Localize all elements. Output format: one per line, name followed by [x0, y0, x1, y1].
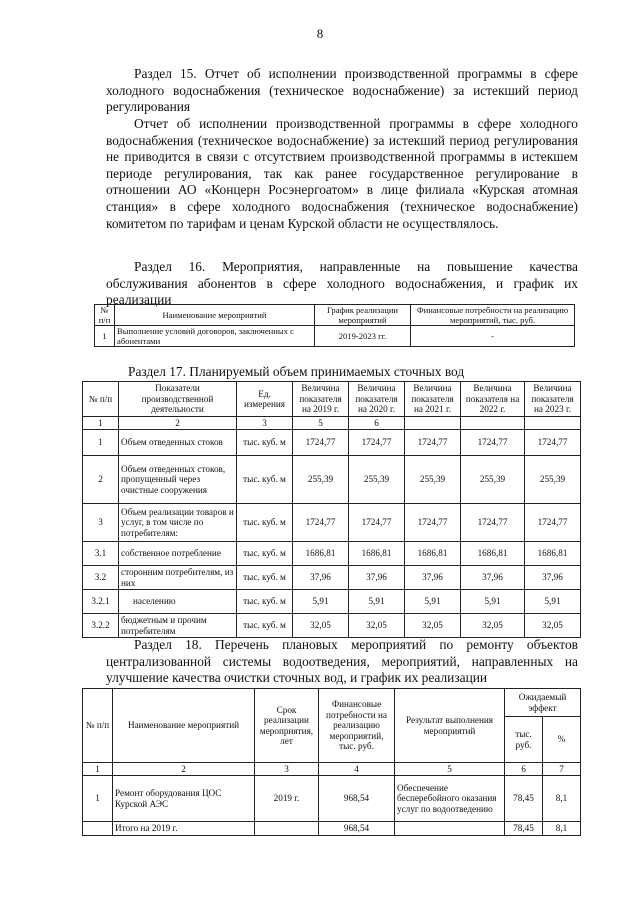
col-header: Показатели производственной деятельности: [119, 382, 237, 417]
col-number: 6: [505, 763, 543, 776]
cell: 2019 г.: [255, 776, 319, 822]
cell: 5,91: [293, 590, 349, 614]
cell: собственное потребление: [119, 542, 237, 566]
col-number: 3: [237, 417, 293, 430]
table-row: [83, 566, 581, 590]
cell: Объем реализации товаров и услуг, в том числе по потребителям:: [119, 504, 237, 542]
cell: 5,91: [525, 590, 581, 614]
cell: 1724,77: [349, 430, 405, 456]
cell: 1724,77: [525, 504, 581, 542]
cell: 1724,77: [525, 430, 581, 456]
cell: 78,45: [505, 776, 543, 822]
cell: 8,1: [543, 776, 581, 822]
cell: 255,39: [461, 456, 525, 504]
cell: 32,05: [461, 614, 525, 638]
cell: 32,05: [349, 614, 405, 638]
cell: 1: [83, 430, 119, 456]
table-row: [83, 590, 581, 614]
cell: 37,96: [405, 566, 461, 590]
col-header: Срок реализации мероприятия, лет: [255, 689, 319, 763]
cell: 1724,77: [461, 504, 525, 542]
table-header-row: [95, 305, 575, 326]
cell: тыс. куб. м: [237, 504, 293, 542]
cell: 1686,81: [461, 542, 525, 566]
cell: Обеспечение бесперебойного оказания услуг по водоотведению: [395, 776, 505, 822]
col-header: Наименование мероприятий: [113, 689, 255, 763]
cell: [395, 822, 505, 836]
col-number: 2: [119, 417, 237, 430]
cell: 2: [83, 456, 119, 504]
cell: 37,96: [525, 566, 581, 590]
cell: 3.1: [83, 542, 119, 566]
cell: 32,05: [293, 614, 349, 638]
table-row: [83, 456, 581, 504]
section17-table: [82, 381, 581, 638]
cell: тыс. куб. м: [237, 542, 293, 566]
col-header: Величина показателя на 2023 г.: [525, 382, 581, 417]
cell: 1724,77: [405, 430, 461, 456]
col-number: 2: [113, 763, 255, 776]
cell: тыс. куб. м: [237, 614, 293, 638]
cell: тыс. куб. м: [237, 566, 293, 590]
cell: 5,91: [349, 590, 405, 614]
section15-body: Отчет об исполнении производственной программы в сфере холодного водоснабжения (техническое водоснабжение) за истекший период регулирования не приводится в связи с отсутствием производственной программы в истекшем периоде регулирования, так как ранее государственное регулирование в отношении АО «Концерн Росэнергоатом» в лице филиала «Курская атомная станция» в сфере холодного водоснабжения (техническое водоснабжение) комитетом по тарифам и ценам Курской области не осуществлялось.: [106, 116, 578, 231]
section16-table: [94, 304, 575, 347]
col-number: [405, 417, 461, 430]
cell: 1686,81: [293, 542, 349, 566]
col-header: Величина показателя на 2021 г.: [405, 382, 461, 417]
cell: 255,39: [293, 456, 349, 504]
col-number: 5: [293, 417, 349, 430]
table-total-row: [83, 822, 581, 836]
col-header: Финансовые потребности на реализацию мероприятий, тыс. руб.: [411, 305, 575, 326]
col-header: Величина показателя на 2022 г.: [461, 382, 525, 417]
column-number-row: [83, 417, 581, 430]
table-row: [83, 776, 581, 822]
cell: [255, 822, 319, 836]
cell: населению: [119, 590, 237, 614]
cell: сторонним потребителям, из них: [119, 566, 237, 590]
cell: 37,96: [349, 566, 405, 590]
page-number: 8: [316, 26, 324, 41]
col-number: 5: [395, 763, 505, 776]
section16-heading: Раздел 16. Мероприятия, направленные на повышение качества обслуживания абонентов в сфере холодного водоснабжения, и график их реализации: [106, 259, 578, 308]
col-header: График реализации мероприятий: [315, 305, 411, 326]
cell: 3: [83, 504, 119, 542]
cell: 255,39: [525, 456, 581, 504]
cell: Объем отведенных стоков, пропущенный через очистные сооружения: [119, 456, 237, 504]
cell: 32,05: [405, 614, 461, 638]
cell: 255,39: [349, 456, 405, 504]
cell: 5,91: [405, 590, 461, 614]
cell: 5,91: [461, 590, 525, 614]
section18-table: [82, 688, 581, 836]
cell: 255,39: [405, 456, 461, 504]
cell: 37,96: [293, 566, 349, 590]
col-header: тыс. руб.: [505, 717, 543, 763]
column-number-row: [83, 763, 581, 776]
col-number: 1: [83, 763, 113, 776]
cell: 968,54: [319, 822, 395, 836]
cell: 1724,77: [405, 504, 461, 542]
col-header: %: [543, 717, 581, 763]
cell: 8,1: [543, 822, 581, 836]
cell: 1: [83, 776, 113, 822]
cell: 1724,77: [349, 504, 405, 542]
col-header: Ожидаемый эффект: [505, 689, 581, 717]
table-header-row: [83, 689, 581, 717]
col-number: [461, 417, 525, 430]
cell: 1686,81: [349, 542, 405, 566]
table-row: [83, 614, 581, 638]
cell: -: [411, 326, 575, 347]
col-header: Результат выполнения мероприятий: [395, 689, 505, 763]
cell: 2019-2023 гг.: [315, 326, 411, 347]
section17-heading: Раздел 17. Планируемый объем принимаемых сточных вод: [128, 364, 465, 379]
cell: Итого на 2019 г.: [113, 822, 255, 836]
col-header: Величина показателя на 2020 г.: [349, 382, 405, 417]
col-header: № п/п: [83, 382, 119, 417]
col-header: Величина показателя на 2019 г.: [293, 382, 349, 417]
table-row: [95, 326, 575, 347]
table-row: [83, 542, 581, 566]
col-number: 1: [83, 417, 119, 430]
cell: Объем отведенных стоков: [119, 430, 237, 456]
cell: 78,45: [505, 822, 543, 836]
section18-heading: Раздел 18. Перечень плановых мероприятий по ремонту объектов централизованной системы водоотведения, мероприятий, направленных на улучшение качества очистки сточных вод, и график их реализации: [106, 637, 578, 686]
cell: 1686,81: [525, 542, 581, 566]
col-number: 6: [349, 417, 405, 430]
cell: бюджетным и прочим потребителям: [119, 614, 237, 638]
col-number: 4: [319, 763, 395, 776]
cell: 1: [95, 326, 115, 347]
col-number: 3: [255, 763, 319, 776]
col-header: Наименование мероприятий: [115, 305, 315, 326]
cell: 37,96: [461, 566, 525, 590]
cell: тыс. куб. м: [237, 590, 293, 614]
cell: 1724,77: [461, 430, 525, 456]
cell: 3.2.1: [83, 590, 119, 614]
cell: тыс. куб. м: [237, 430, 293, 456]
table-header-row: [83, 382, 581, 417]
cell: 968,54: [319, 776, 395, 822]
col-number: 7: [543, 763, 581, 776]
cell: Ремонт оборудования ЦОС Курской АЭС: [113, 776, 255, 822]
col-header: № п/п: [95, 305, 115, 326]
table-row: [83, 504, 581, 542]
cell: 1724,77: [293, 430, 349, 456]
cell: 3.2: [83, 566, 119, 590]
table-row: [83, 430, 581, 456]
cell: тыс. куб. м: [237, 456, 293, 504]
col-number: [525, 417, 581, 430]
cell: 3.2.2: [83, 614, 119, 638]
col-header: Финансовые потребности на реализацию мероприятий, тыс. руб.: [319, 689, 395, 763]
cell: 32,05: [525, 614, 581, 638]
cell: 1686,81: [405, 542, 461, 566]
cell: 1724,77: [293, 504, 349, 542]
cell: [83, 822, 113, 836]
col-header: Ед. измерения: [237, 382, 293, 417]
cell: Выполнение условий договоров, заключенных с абонентами: [115, 326, 315, 347]
col-header: № п/п: [83, 689, 113, 763]
section15-heading: Раздел 15. Отчет об исполнении производственной программы в сфере холодного водоснабжения (техническое водоснабжение) за истекший период регулирования: [106, 66, 578, 115]
